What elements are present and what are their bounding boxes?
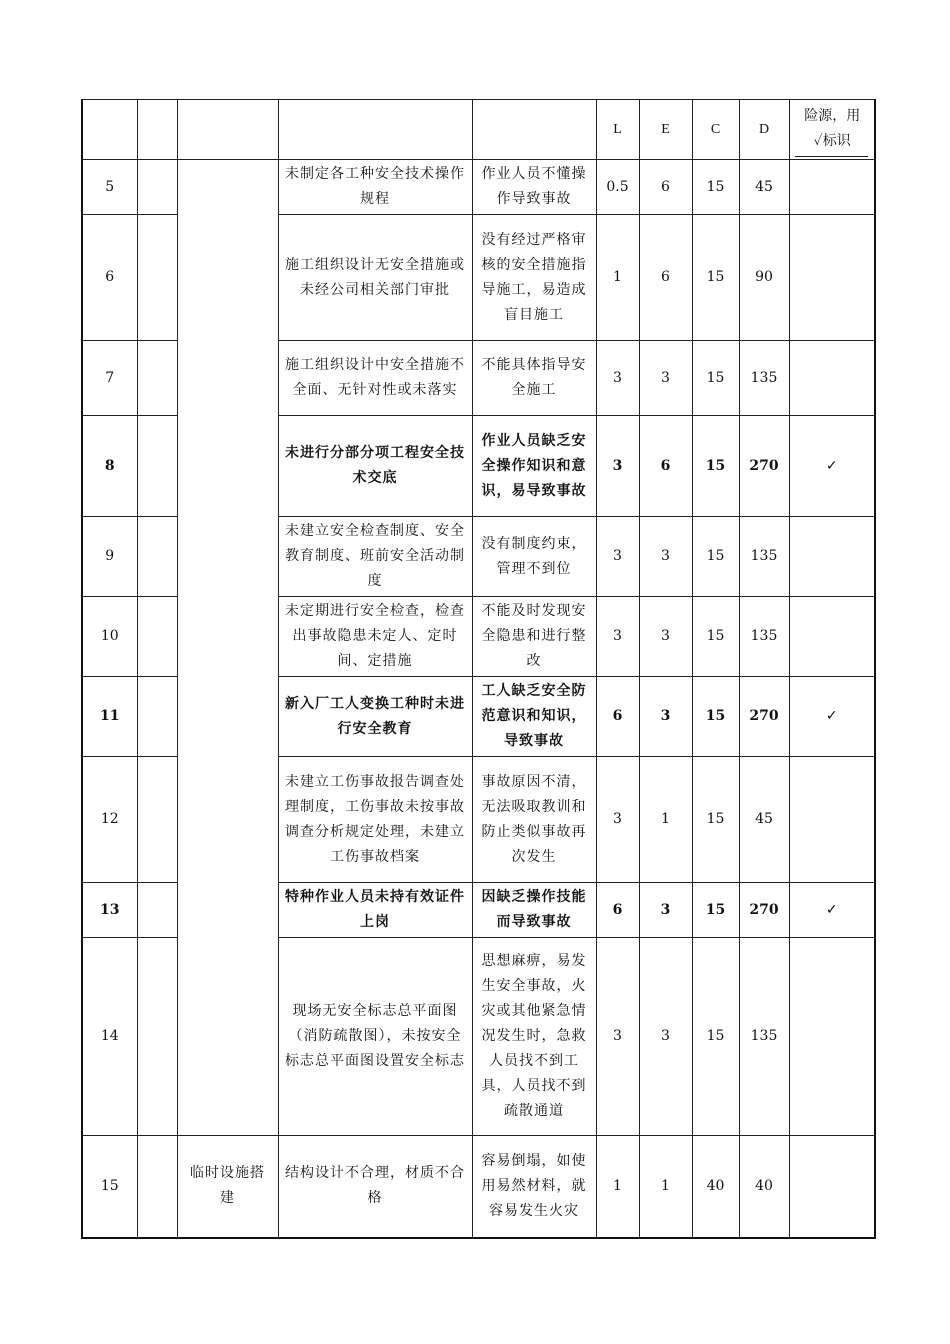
- value-e: 3: [639, 938, 692, 1136]
- consequence-text: 因缺乏操作技能而导致事故: [472, 883, 596, 938]
- blank-cell: [137, 757, 177, 883]
- row-number: 10: [82, 597, 137, 677]
- header-e: E: [639, 100, 692, 160]
- value-d: 40: [739, 1136, 789, 1238]
- row-number: 8: [82, 416, 137, 517]
- header-c: C: [692, 100, 739, 160]
- blank-cell: [137, 416, 177, 517]
- blank-cell: [137, 341, 177, 416]
- major-hazard-mark: [789, 160, 875, 215]
- hazard-text: 未建立安全检查制度、安全教育制度、班前安全活动制度: [278, 517, 472, 597]
- major-hazard-mark: [789, 597, 875, 677]
- value-c: 15: [692, 416, 739, 517]
- row-number: 15: [82, 1136, 137, 1238]
- value-c: 15: [692, 757, 739, 883]
- blank-cell: [137, 883, 177, 938]
- major-hazard-mark: [789, 938, 875, 1136]
- value-c: 15: [692, 160, 739, 215]
- activity-merged-cell: [177, 160, 278, 1136]
- value-l: 3: [596, 416, 639, 517]
- value-e: 6: [639, 160, 692, 215]
- table-row: [82, 1136, 875, 1238]
- value-c: 15: [692, 677, 739, 757]
- value-d: 135: [739, 938, 789, 1136]
- consequence-text: 没有制度约束，管理不到位: [472, 517, 596, 597]
- value-c: 15: [692, 883, 739, 938]
- value-c: 15: [692, 597, 739, 677]
- value-d: 135: [739, 341, 789, 416]
- consequence-text: 作业人员不懂操作导致事故: [472, 160, 596, 215]
- major-hazard-mark: [789, 1136, 875, 1238]
- value-l: 3: [596, 341, 639, 416]
- consequence-text: 工人缺乏安全防范意识和知识，导致事故: [472, 677, 596, 757]
- value-c: 15: [692, 215, 739, 341]
- table-row: [82, 160, 875, 215]
- blank-cell: [137, 597, 177, 677]
- hazard-text: 施工组织设计无安全措施或未经公司相关部门审批: [278, 215, 472, 341]
- major-hazard-mark: ✓: [789, 677, 875, 757]
- blank-cell: [137, 215, 177, 341]
- value-e: 1: [639, 1136, 692, 1238]
- risk-assessment-table: [81, 99, 876, 1239]
- blank-cell: [137, 517, 177, 597]
- value-e: 6: [639, 416, 692, 517]
- row-number: 6: [82, 215, 137, 341]
- header-blank-2: [137, 100, 177, 160]
- header-mark-note: [789, 100, 875, 160]
- major-hazard-mark: [789, 757, 875, 883]
- mark-note-line2: ✓标识: [813, 133, 851, 149]
- blank-cell: [137, 160, 177, 215]
- row-number: 9: [82, 517, 137, 597]
- value-l: 3: [596, 938, 639, 1136]
- value-e: 3: [639, 517, 692, 597]
- hazard-text: 新入厂工人变换工种时未进行安全教育: [278, 677, 472, 757]
- row-number: 13: [82, 883, 137, 938]
- value-d: 270: [739, 677, 789, 757]
- hazard-text: 未定期进行安全检查，检查出事故隐患未定人、定时间、定措施: [278, 597, 472, 677]
- header-l: L: [596, 100, 639, 160]
- hazard-text: 结构设计不合理，材质不合格: [278, 1136, 472, 1238]
- blank-cell: [137, 1136, 177, 1238]
- value-d: 45: [739, 757, 789, 883]
- value-d: 135: [739, 597, 789, 677]
- major-hazard-mark: [789, 517, 875, 597]
- activity-cell: 临时设施搭建: [177, 1136, 278, 1238]
- row-number: 5: [82, 160, 137, 215]
- value-l: 6: [596, 883, 639, 938]
- value-l: 1: [596, 215, 639, 341]
- consequence-text: 不能及时发现安全隐患和进行整改: [472, 597, 596, 677]
- value-d: 270: [739, 416, 789, 517]
- value-e: 3: [639, 883, 692, 938]
- row-number: 7: [82, 341, 137, 416]
- major-hazard-mark: [789, 215, 875, 341]
- blank-cell: [137, 938, 177, 1136]
- hazard-text: 现场无安全标志总平面图（消防疏散图），未按安全标志总平面图设置安全标志: [278, 938, 472, 1136]
- major-hazard-mark: [789, 341, 875, 416]
- value-l: 3: [596, 757, 639, 883]
- header-blank-consequence: [472, 100, 596, 160]
- hazard-text: 未建立工伤事故报告调查处理制度，工伤事故未按事故调查分析规定处理，未建立工伤事故档案: [278, 757, 472, 883]
- row-number: 11: [82, 677, 137, 757]
- header-d: D: [739, 100, 789, 160]
- value-d: 90: [739, 215, 789, 341]
- hazard-text: 未进行分部分项工程安全技术交底: [278, 416, 472, 517]
- value-e: 3: [639, 677, 692, 757]
- mark-note-line1: 险源，用: [804, 108, 861, 124]
- value-d: 135: [739, 517, 789, 597]
- row-number: 12: [82, 757, 137, 883]
- value-l: 0.5: [596, 160, 639, 215]
- hazard-text: 特种作业人员未持有效证件上岗: [278, 883, 472, 938]
- value-e: 3: [639, 341, 692, 416]
- value-c: 40: [692, 1136, 739, 1238]
- value-d: 45: [739, 160, 789, 215]
- value-e: 6: [639, 215, 692, 341]
- value-d: 270: [739, 883, 789, 938]
- value-e: 3: [639, 597, 692, 677]
- hazard-text: 未制定各工种安全技术操作规程: [278, 160, 472, 215]
- value-l: 6: [596, 677, 639, 757]
- consequence-text: 事故原因不清，无法吸取教训和防止类似事故再次发生: [472, 757, 596, 883]
- value-l: 3: [596, 597, 639, 677]
- consequence-text: 不能具体指导安全施工: [472, 341, 596, 416]
- row-number: 14: [82, 938, 137, 1136]
- consequence-text: 容易倒塌，如使用易然材料，就容易发生火灾: [472, 1136, 596, 1238]
- header-blank-no: [82, 100, 137, 160]
- value-c: 15: [692, 938, 739, 1136]
- header-blank-hazard: [278, 100, 472, 160]
- value-l: 3: [596, 517, 639, 597]
- value-e: 1: [639, 757, 692, 883]
- consequence-text: 作业人员缺乏安全操作知识和意识，易导致事故: [472, 416, 596, 517]
- value-c: 15: [692, 341, 739, 416]
- consequence-text: 没有经过严格审核的安全措施指导施工，易造成盲目施工: [472, 215, 596, 341]
- blank-cell: [137, 677, 177, 757]
- value-c: 15: [692, 517, 739, 597]
- major-hazard-mark: ✓: [789, 416, 875, 517]
- major-hazard-mark: ✓: [789, 883, 875, 938]
- consequence-text: 思想麻痹，易发生安全事故，火灾或其他紧急情况发生时，急救人员找不到工具，人员找不到疏散通道: [472, 938, 596, 1136]
- hazard-text: 施工组织设计中安全措施不全面、无针对性或未落实: [278, 341, 472, 416]
- value-l: 1: [596, 1136, 639, 1238]
- header-row: [82, 100, 875, 160]
- header-blank-activity: [177, 100, 278, 160]
